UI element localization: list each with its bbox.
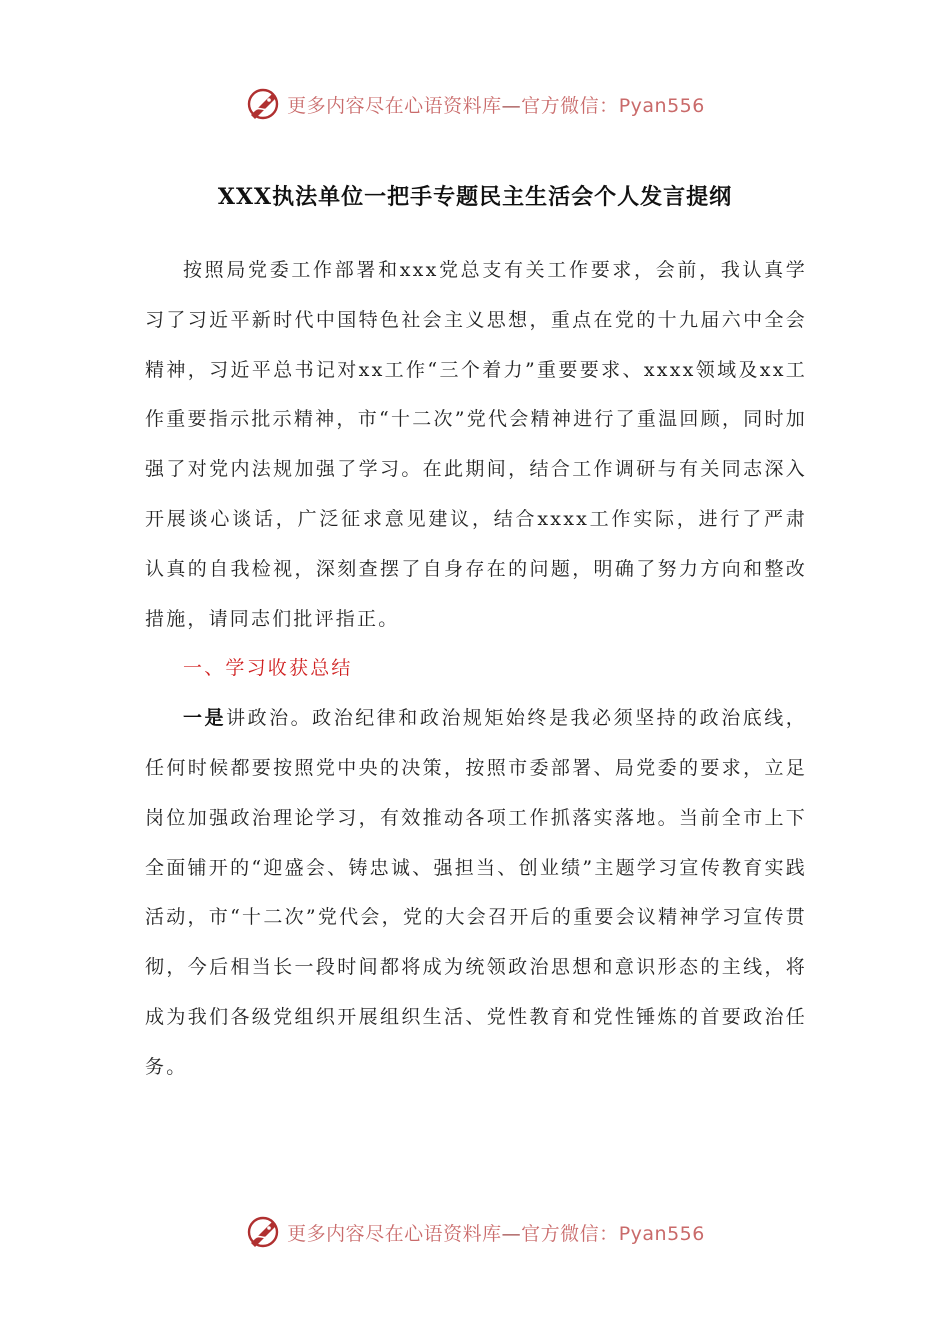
pen-nib-circle-icon [245,1214,281,1250]
banner-main-text: 更多内容尽在心语资料库 [287,94,502,117]
banner-main-text: 更多内容尽在心语资料库 [287,1222,502,1245]
banner-text [287,1219,705,1246]
document-body [145,246,807,1093]
banner-wechat-id: Pyan556 [618,94,705,117]
header-banner [0,82,950,126]
document-title: XXX执法单位一把手专题民主生活会个人发言提纲 [217,184,733,210]
banner-wechat-label: 官方微信： [521,1222,619,1245]
banner-wechat-label: 官方微信： [521,94,619,117]
banner-separator: — [501,1222,522,1245]
footer-banner [0,1210,950,1254]
section-heading: 一、学习收获总结 [183,657,353,680]
banner-separator: — [501,94,522,117]
banner-wechat-id: Pyan556 [618,1222,705,1245]
pen-nib-circle-icon [245,86,281,122]
banner-text [287,91,705,118]
footer-banner-inner [245,1214,705,1250]
point-paragraph [145,694,807,1092]
header-banner-inner [245,86,705,122]
point-body: 讲政治。政治纪律和政治规矩始终是我必须坚持的政治底线，任何时候都要按照党中央的决策，按照市委部署、局党委的要求，立足岗位加强政治理论学习，有效推动各项工作抓落实落地。当前全市上下全面铺开的“迎盛会、铸忠诚、强担当、创业绩”主题学习宣传教育实践活动，市“十二次”党代会，党的大会召开后的重要会议精神学习宣传贯彻，今后相当长一段时间都将成为统领政治思想和意识形态的主线，将成为我们各级党组织开展组织生活、党性教育和党性锤炼的首要政治任务。 [145,707,807,1078]
intro-paragraph: 按照局党委工作部署和xxx党总支有关工作要求，会前，我认真学习了习近平新时代中国特色社会主义思想，重点在党的十九届六中全会精神，习近平总书记对xx工作“三个着力”重要要求、xxxx领域及xx工作重要指示批示精神，市“十二次”党代会精神进行了重温回顾，同时加强了对党内法规加强了学习。在此期间，结合工作调研与有关同志深入开展谈心谈话，广泛征求意见建议，结合xxxx工作实际，进行了严肃认真的自我检视，深刻查摆了自身存在的问题，明确了努力方向和整改措施，请同志们批评指正。 [145,259,807,630]
point-lead: 一是 [183,707,227,730]
